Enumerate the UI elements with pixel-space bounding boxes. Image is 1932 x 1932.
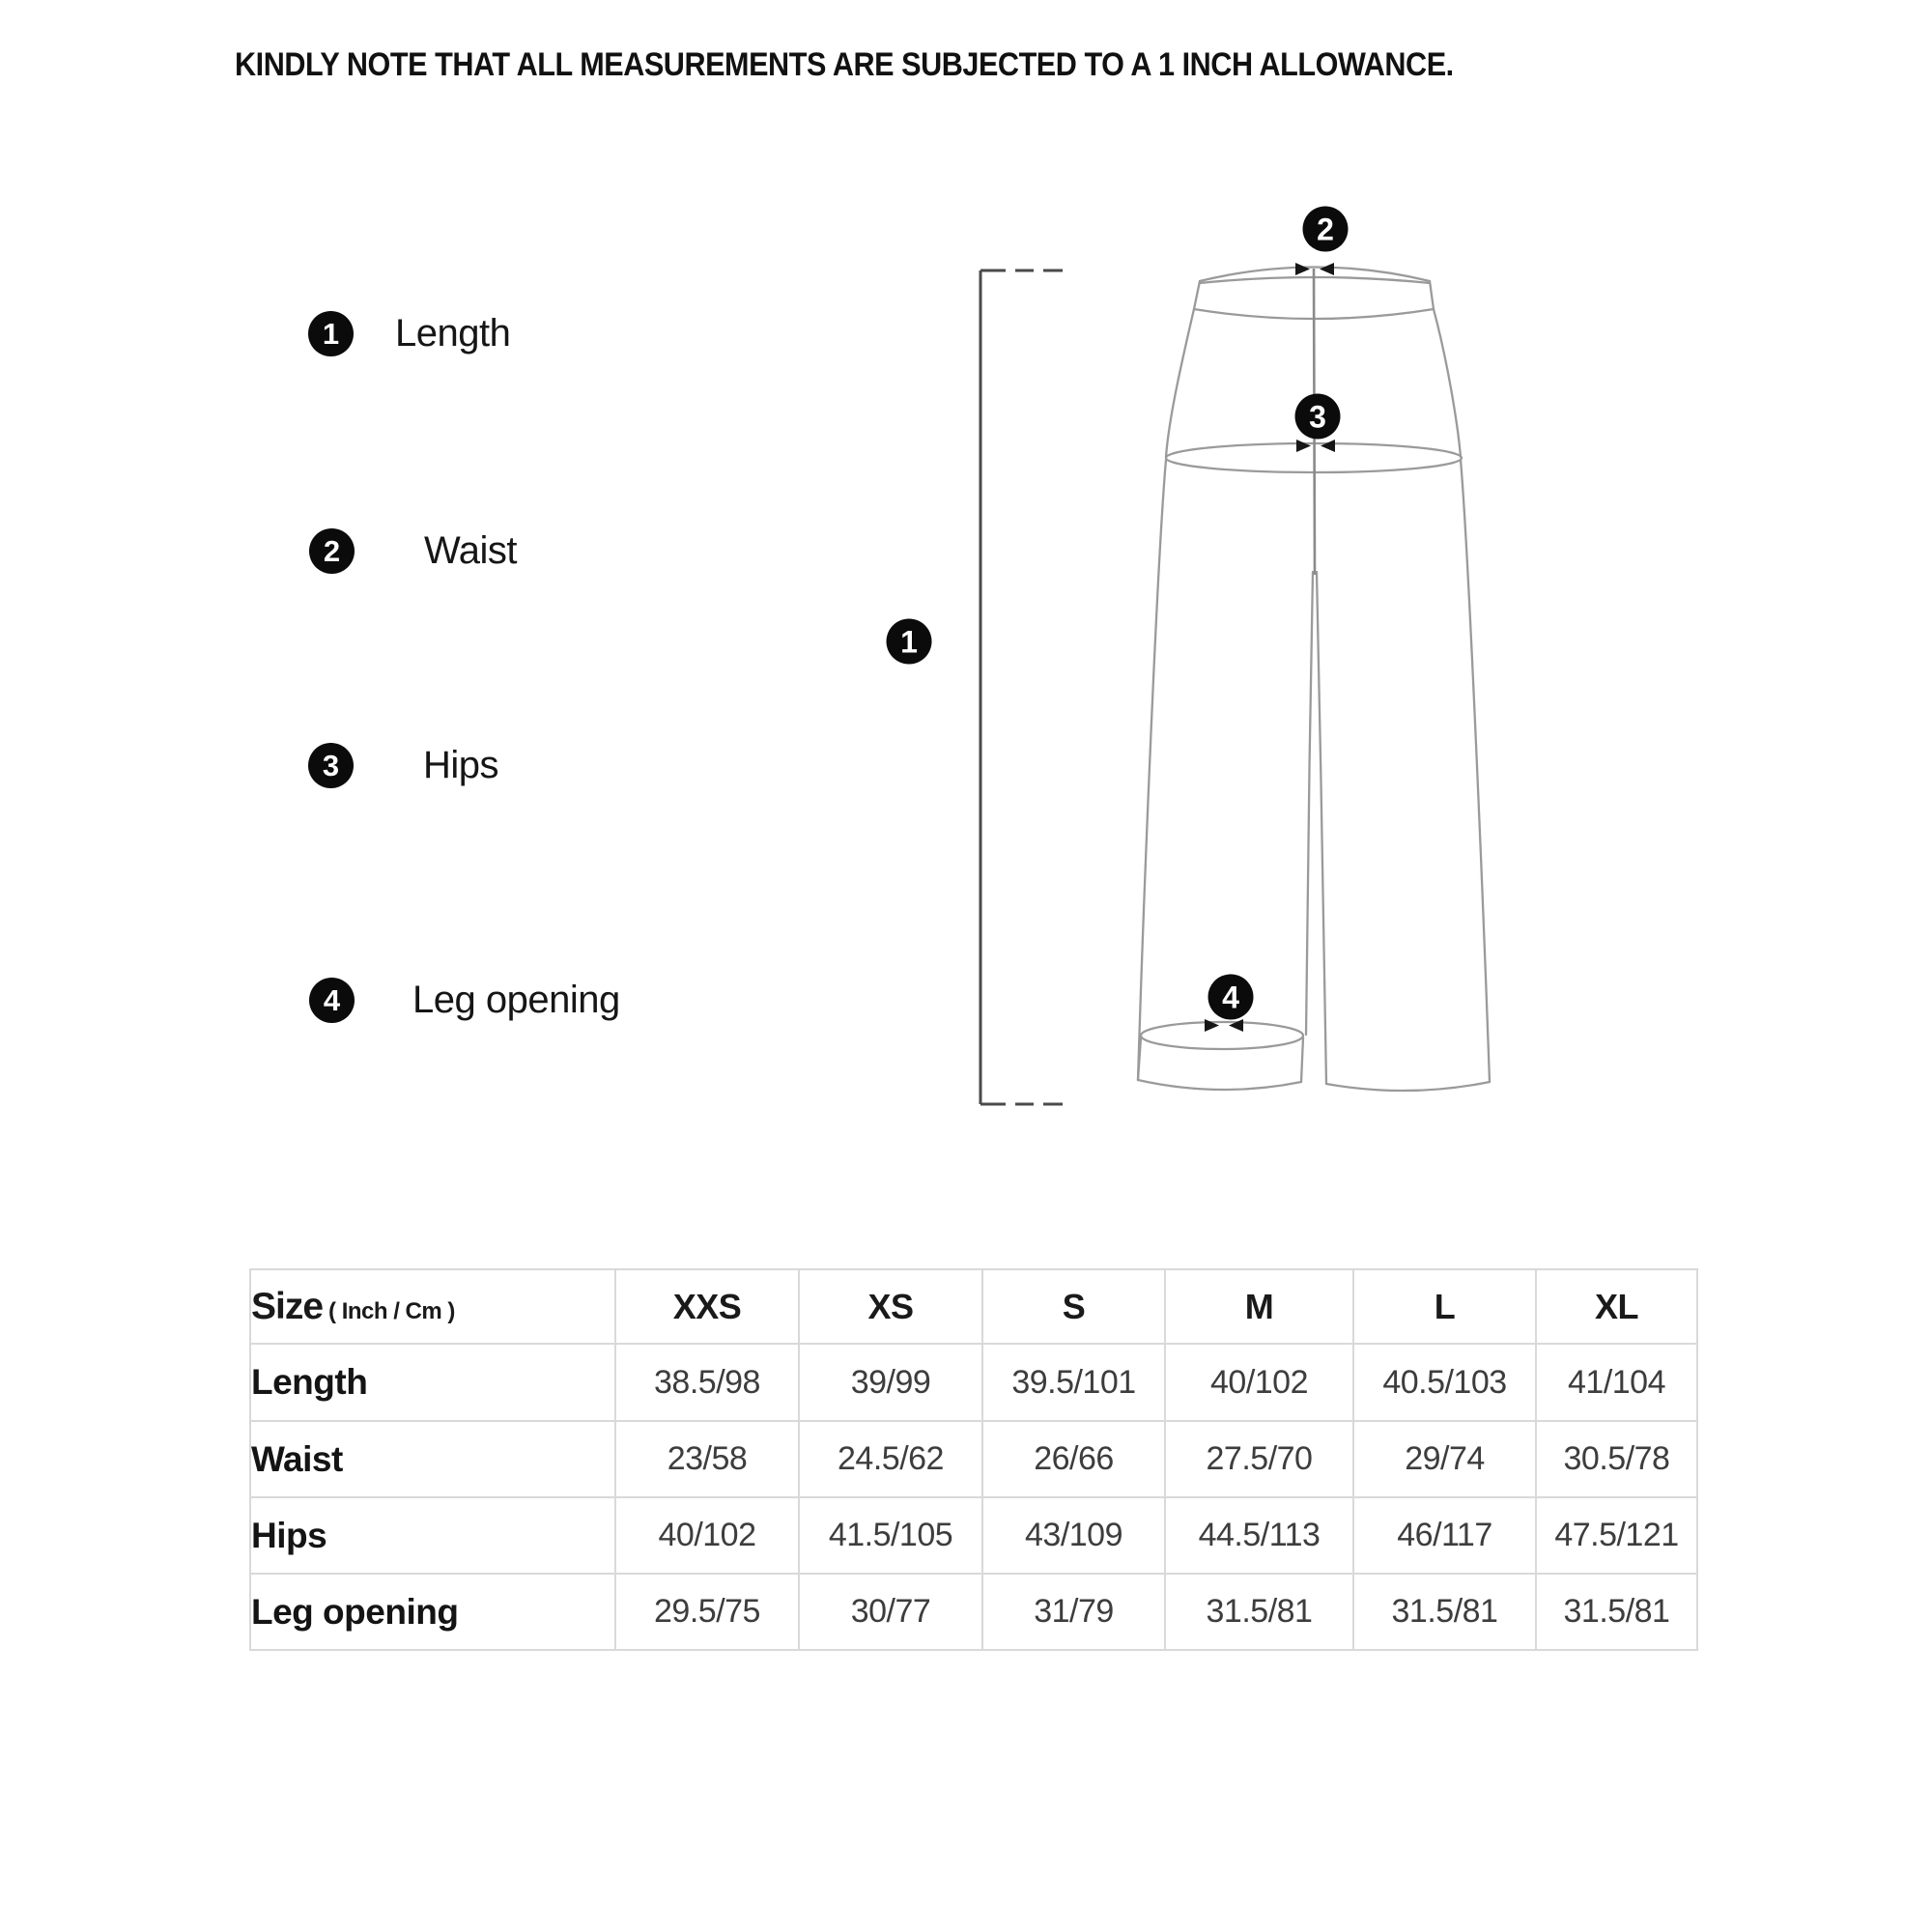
table-row-waist: [250, 1421, 1697, 1497]
leg-opening-xs: 30/77: [799, 1574, 982, 1650]
svg-text:2: 2: [1317, 212, 1334, 247]
table-row-hips: [250, 1497, 1697, 1574]
diagram-marker-2: [1303, 207, 1349, 252]
legend-item-leg-opening: [309, 978, 620, 1023]
hips-xs: 41.5/105: [799, 1497, 982, 1574]
diagram-marker-3: [1295, 394, 1341, 440]
table-row-leg-opening: [250, 1574, 1697, 1650]
legend-label-waist: Waist: [424, 529, 518, 572]
svg-text:4: 4: [1222, 980, 1239, 1015]
row-label-length: Length: [250, 1344, 615, 1421]
hips-arrows-icon: [1296, 440, 1335, 452]
size-table-header-row: [250, 1269, 1697, 1344]
allowance-note: KINDLY NOTE THAT ALL MEASUREMENTS ARE SUBJECTED TO A 1 INCH ALLOWANCE.: [235, 46, 1454, 83]
legend-label-leg-opening: Leg opening: [412, 979, 620, 1021]
col-header-xs: XS: [799, 1269, 982, 1344]
hips-s: 43/109: [982, 1497, 1165, 1574]
diagram-marker-4: [1208, 975, 1254, 1020]
length-xxs: 38.5/98: [615, 1344, 799, 1421]
legend-item-hips: [308, 743, 498, 788]
size-label: Size: [251, 1285, 324, 1327]
hips-m: 44.5/113: [1165, 1497, 1353, 1574]
diagram-marker-1: [887, 619, 932, 665]
row-label-waist: Waist: [250, 1421, 615, 1497]
col-header-s: S: [982, 1269, 1165, 1344]
col-header-xl: XL: [1536, 1269, 1697, 1344]
length-m: 40/102: [1165, 1344, 1353, 1421]
leg-opening-l: 31.5/81: [1353, 1574, 1536, 1650]
unit-label: ( Inch / Cm ): [328, 1297, 455, 1324]
leg-opening-m: 31.5/81: [1165, 1574, 1353, 1650]
waist-m: 27.5/70: [1165, 1421, 1353, 1497]
legend-label-hips: Hips: [423, 744, 499, 786]
waist-xs: 24.5/62: [799, 1421, 982, 1497]
legend-item-length: [308, 311, 510, 356]
svg-text:1: 1: [900, 624, 918, 660]
length-l: 40.5/103: [1353, 1344, 1536, 1421]
legend-marker-1-icon: 1: [308, 311, 354, 356]
length-s: 39.5/101: [982, 1344, 1165, 1421]
hips-xl: 47.5/121: [1536, 1497, 1697, 1574]
size-header-cell: [250, 1269, 615, 1344]
legend-item-waist: [309, 528, 517, 574]
leg-opening-xxs: 29.5/75: [615, 1574, 799, 1650]
hips-xxs: 40/102: [615, 1497, 799, 1574]
table-row-length: [250, 1344, 1697, 1421]
waist-xxs: 23/58: [615, 1421, 799, 1497]
col-header-m: M: [1165, 1269, 1353, 1344]
length-xs: 39/99: [799, 1344, 982, 1421]
legend-label-length: Length: [395, 312, 511, 355]
row-label-hips: Hips: [250, 1497, 615, 1574]
size-table: [249, 1268, 1698, 1651]
legend-marker-2-icon: 2: [309, 528, 355, 574]
leg-opening-xl: 31.5/81: [1536, 1574, 1697, 1650]
col-header-xxs: XXS: [615, 1269, 799, 1344]
pants-diagram: [850, 174, 1546, 1159]
row-label-leg-opening: Leg opening: [250, 1574, 615, 1650]
leg-opening-s: 31/79: [982, 1574, 1165, 1650]
col-header-l: L: [1353, 1269, 1536, 1344]
waist-l: 29/74: [1353, 1421, 1536, 1497]
length-bracket: [980, 270, 1063, 1104]
hips-l: 46/117: [1353, 1497, 1536, 1574]
waist-s: 26/66: [982, 1421, 1165, 1497]
legend-marker-3-icon: 3: [308, 743, 354, 788]
length-xl: 41/104: [1536, 1344, 1697, 1421]
svg-text:3: 3: [1309, 399, 1326, 435]
waist-xl: 30.5/78: [1536, 1421, 1697, 1497]
legend-marker-4-icon: 4: [309, 978, 355, 1023]
